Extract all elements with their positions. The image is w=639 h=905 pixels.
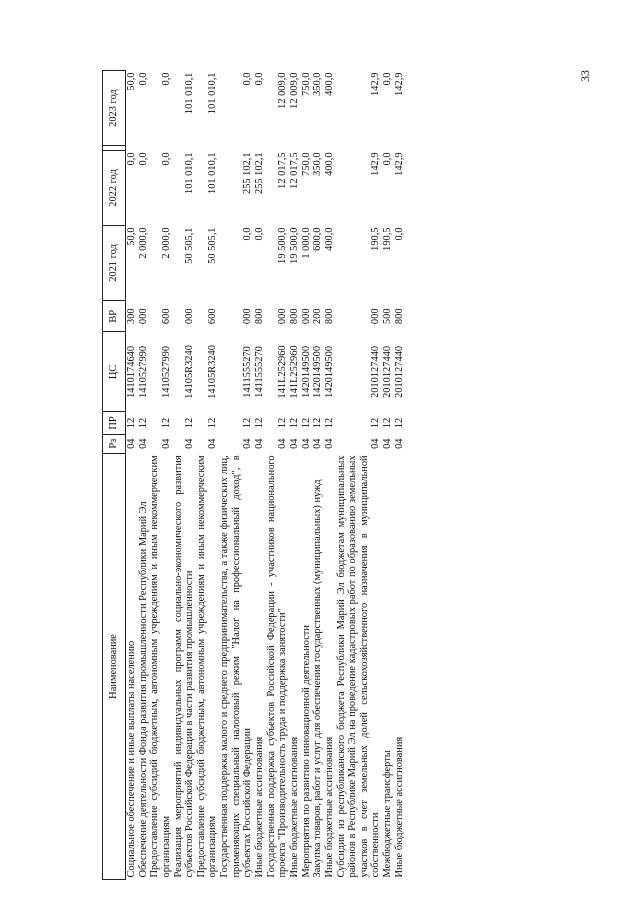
row-2022: 350,0 xyxy=(312,152,324,176)
row-rz: 04 xyxy=(254,438,266,449)
row-2022-extra xyxy=(219,146,254,151)
row-2022: 0,0 xyxy=(137,152,149,166)
row-2022-extra xyxy=(254,146,266,151)
table-row xyxy=(266,71,289,880)
row-cs: 141L252960 xyxy=(277,345,289,399)
row-2023: 0,0 xyxy=(160,72,172,86)
row-vr: 800 xyxy=(254,308,266,325)
row-2021: 50,0 xyxy=(126,227,137,246)
row-2022-extra xyxy=(382,146,394,151)
row-2022-extra xyxy=(196,146,219,151)
row-pr: 12 xyxy=(242,417,254,429)
header-2023: 2023 год xyxy=(103,71,126,146)
row-name: Государственная поддержка малого и среднего предпринимательства, а также физических лиц, применяющих специальный налоговый режим "Налог на профессиональный доход", в субъектах Российской Федерации xyxy=(219,455,254,878)
row-vr: 000 xyxy=(242,308,254,325)
row-2022-extra xyxy=(266,146,289,151)
table-row xyxy=(289,71,301,880)
header-2022-extra xyxy=(103,146,126,151)
row-2023: 142,9 xyxy=(393,72,405,96)
header-vr: ВР xyxy=(103,301,126,332)
row-name: Обеспечение деятельности Фонда развития промышленности Республики Марий Эл xyxy=(137,501,149,878)
row-pr: 12 xyxy=(207,417,219,429)
row-2021: 19 500,0 xyxy=(288,227,300,264)
row-2022-extra xyxy=(312,146,324,151)
row-2021: 2 000,0 xyxy=(137,227,149,259)
row-2022: 750,0 xyxy=(300,152,312,176)
row-2023: 50,0 xyxy=(126,72,137,91)
row-2022-extra xyxy=(301,146,313,151)
row-2021: 1 000,0 xyxy=(300,227,312,259)
row-pr: 12 xyxy=(160,417,172,429)
row-vr: 000 xyxy=(370,308,382,325)
row-rz: 04 xyxy=(242,438,254,449)
header-pr: ПР xyxy=(103,412,126,434)
row-pr: 12 xyxy=(184,417,196,429)
budget-table xyxy=(102,70,405,880)
table-row xyxy=(173,71,196,880)
row-rz: 04 xyxy=(137,438,149,449)
table-row xyxy=(394,71,406,880)
row-vr: 600 xyxy=(207,308,219,325)
row-2022-extra xyxy=(324,146,336,151)
row-pr: 12 xyxy=(393,417,405,429)
row-rz: 04 xyxy=(126,438,137,449)
row-name: Иные бюджетные ассигнования xyxy=(393,736,405,878)
row-name: Субсидии из республиканского бюджета Республики Марий Эл бюджетам муниципальных районов в Республике Марий Эл на проведение кадастровых работ по образованию земельных участков в счет земельных долей сельскохозяйственного назначения в муниципальной собственности xyxy=(335,455,382,878)
row-2022-extra xyxy=(394,146,406,151)
row-2021: 0,0 xyxy=(254,227,266,241)
row-rz: 04 xyxy=(160,438,172,449)
row-2022: 255 102,1 xyxy=(254,152,266,194)
row-2023: 0,0 xyxy=(254,72,266,86)
row-2022-extra xyxy=(126,146,138,151)
header-2021: 2021 год xyxy=(103,225,126,300)
table-row xyxy=(336,71,383,880)
row-rz: 04 xyxy=(207,438,219,449)
row-name: Предоставление субсидий бюджетным, автономным учреждениям и иным некоммерческим организациям xyxy=(195,455,219,878)
table-row xyxy=(138,71,150,880)
row-2021: 600,0 xyxy=(312,227,324,251)
row-vr: 600 xyxy=(160,308,172,325)
row-vr: 800 xyxy=(393,308,405,325)
row-2021: 0,0 xyxy=(393,227,405,241)
row-2022: 0,0 xyxy=(160,152,172,166)
row-pr: 12 xyxy=(382,417,394,429)
row-2023: 0,0 xyxy=(137,72,149,86)
row-2023: 101 010,1 xyxy=(207,72,219,115)
table-row xyxy=(219,71,254,880)
row-vr: 000 xyxy=(300,308,312,325)
row-pr: 12 xyxy=(323,417,335,429)
row-vr: 500 xyxy=(382,308,394,325)
row-name: Предоставление субсидий бюджетным, автономным учреждениям и иным некоммерческим организациям xyxy=(149,455,172,878)
row-name: Иные бюджетные ассигнования xyxy=(288,736,300,878)
header-cs: ЦС xyxy=(103,332,126,412)
row-2022-extra xyxy=(173,146,196,151)
row-2021: 50 505,1 xyxy=(184,227,196,264)
row-cs: 2010127440 xyxy=(393,345,405,398)
row-name: Мероприятия по развитию инновационной деятельности xyxy=(300,625,312,878)
row-vr: 200 xyxy=(312,308,324,325)
row-pr: 12 xyxy=(300,417,312,429)
row-2022: 12 017,5 xyxy=(277,152,289,189)
row-2023: 0,0 xyxy=(382,72,394,86)
row-rz: 04 xyxy=(300,438,312,449)
row-vr: 800 xyxy=(288,308,300,325)
table-header-row xyxy=(103,71,126,880)
row-cs: 14105R3240 xyxy=(184,345,196,399)
row-2021: 400,0 xyxy=(323,227,335,251)
table-row xyxy=(196,71,219,880)
row-2023: 750,0 xyxy=(300,72,312,96)
row-rz: 04 xyxy=(393,438,405,449)
row-rz: 04 xyxy=(288,438,300,449)
row-vr: 000 xyxy=(184,308,196,325)
table-row xyxy=(301,71,313,880)
row-2021: 19 500,0 xyxy=(277,227,289,264)
row-cs: 14105R3240 xyxy=(207,345,219,399)
header-2022: 2022 год xyxy=(103,150,126,225)
row-cs: 1420149500 xyxy=(312,345,324,398)
row-pr: 12 xyxy=(370,417,382,429)
row-vr: 000 xyxy=(277,308,289,325)
row-name: Реализация мероприятий индивидуальных программ социально-экономического развития субъектов Российской Федерации в части развития промышленности xyxy=(172,455,196,878)
row-pr: 12 xyxy=(126,417,137,429)
row-vr: 800 xyxy=(323,308,335,325)
row-2022: 142,9 xyxy=(370,152,382,176)
row-pr: 12 xyxy=(277,417,289,429)
row-2023: 350,0 xyxy=(312,72,324,96)
row-name: Иные бюджетные ассигнования xyxy=(323,736,335,878)
row-cs: 1420149500 xyxy=(323,345,335,398)
row-rz: 04 xyxy=(323,438,335,449)
row-cs: 1410527990 xyxy=(160,345,172,398)
row-2023: 400,0 xyxy=(323,72,335,96)
row-2022-extra xyxy=(149,146,172,151)
row-2023: 101 010,1 xyxy=(184,72,196,115)
row-2022-extra xyxy=(138,146,150,151)
row-cs: 1410527990 xyxy=(137,345,149,398)
row-2021: 2 000,0 xyxy=(160,227,172,259)
row-name: Межбюджетные трансферты xyxy=(382,750,394,878)
row-2023: 142,9 xyxy=(370,72,382,96)
row-name: Иные бюджетные ассигнования xyxy=(254,736,266,878)
row-pr: 12 xyxy=(288,417,300,429)
row-cs: 141L252960 xyxy=(288,345,300,399)
row-2023: 12 009,0 xyxy=(288,72,300,109)
table-row xyxy=(254,71,266,880)
row-2022: 142,9 xyxy=(393,152,405,176)
row-2022: 400,0 xyxy=(323,152,335,176)
row-2023: 12 009,0 xyxy=(277,72,289,109)
row-rz: 04 xyxy=(382,438,394,449)
page-number: 33 xyxy=(578,70,592,82)
row-vr: 000 xyxy=(137,308,149,325)
row-2021: 50 505,1 xyxy=(207,227,219,264)
row-cs: 1410174640 xyxy=(126,345,137,398)
table-body xyxy=(126,71,406,880)
row-rz: 04 xyxy=(370,438,382,449)
row-2022-extra xyxy=(336,146,383,151)
table-row xyxy=(382,71,394,880)
row-pr: 12 xyxy=(312,417,324,429)
table-row xyxy=(312,71,324,880)
row-vr: 300 xyxy=(126,308,137,325)
row-cs: 2010127440 xyxy=(370,345,382,398)
row-2023: 0,0 xyxy=(242,72,254,86)
row-2022-extra xyxy=(289,146,301,151)
row-pr: 12 xyxy=(254,417,266,429)
header-name: Наименование xyxy=(103,453,126,879)
row-rz: 04 xyxy=(184,438,196,449)
table-row xyxy=(126,71,138,880)
row-2022: 12 017,5 xyxy=(288,152,300,189)
row-cs: 1411555270 xyxy=(242,346,254,398)
row-name: Государственная поддержка субъектов Российской Федерации - участников национального проекта "Производительность труда и поддержка занятости" xyxy=(265,455,289,878)
table-row xyxy=(149,71,172,880)
row-cs: 1411555270 xyxy=(254,346,266,398)
row-rz: 04 xyxy=(277,438,289,449)
row-2022: 101 010,1 xyxy=(184,152,196,194)
row-2022: 0,0 xyxy=(126,152,137,166)
row-name: Закупка товаров, работ и услуг для обеспечения государственных (муниципальных) нужд xyxy=(312,479,324,878)
row-cs: 2010127440 xyxy=(382,345,394,398)
row-2022: 255 102,1 xyxy=(242,152,254,194)
row-2022: 101 010,1 xyxy=(207,152,219,194)
row-2021: 0,0 xyxy=(242,227,254,241)
row-rz: 04 xyxy=(312,438,324,449)
header-rz: Рз xyxy=(103,434,126,453)
row-name: Социальное обеспечение и иные выплаты населению xyxy=(126,640,137,878)
table-row xyxy=(324,71,336,880)
row-cs: 1420149500 xyxy=(300,345,312,398)
row-2021: 190,5 xyxy=(382,227,394,251)
row-2022: 0,0 xyxy=(382,152,394,166)
budget-table-rotated xyxy=(102,70,582,880)
row-2021: 190,5 xyxy=(370,227,382,251)
row-pr: 12 xyxy=(137,417,149,429)
